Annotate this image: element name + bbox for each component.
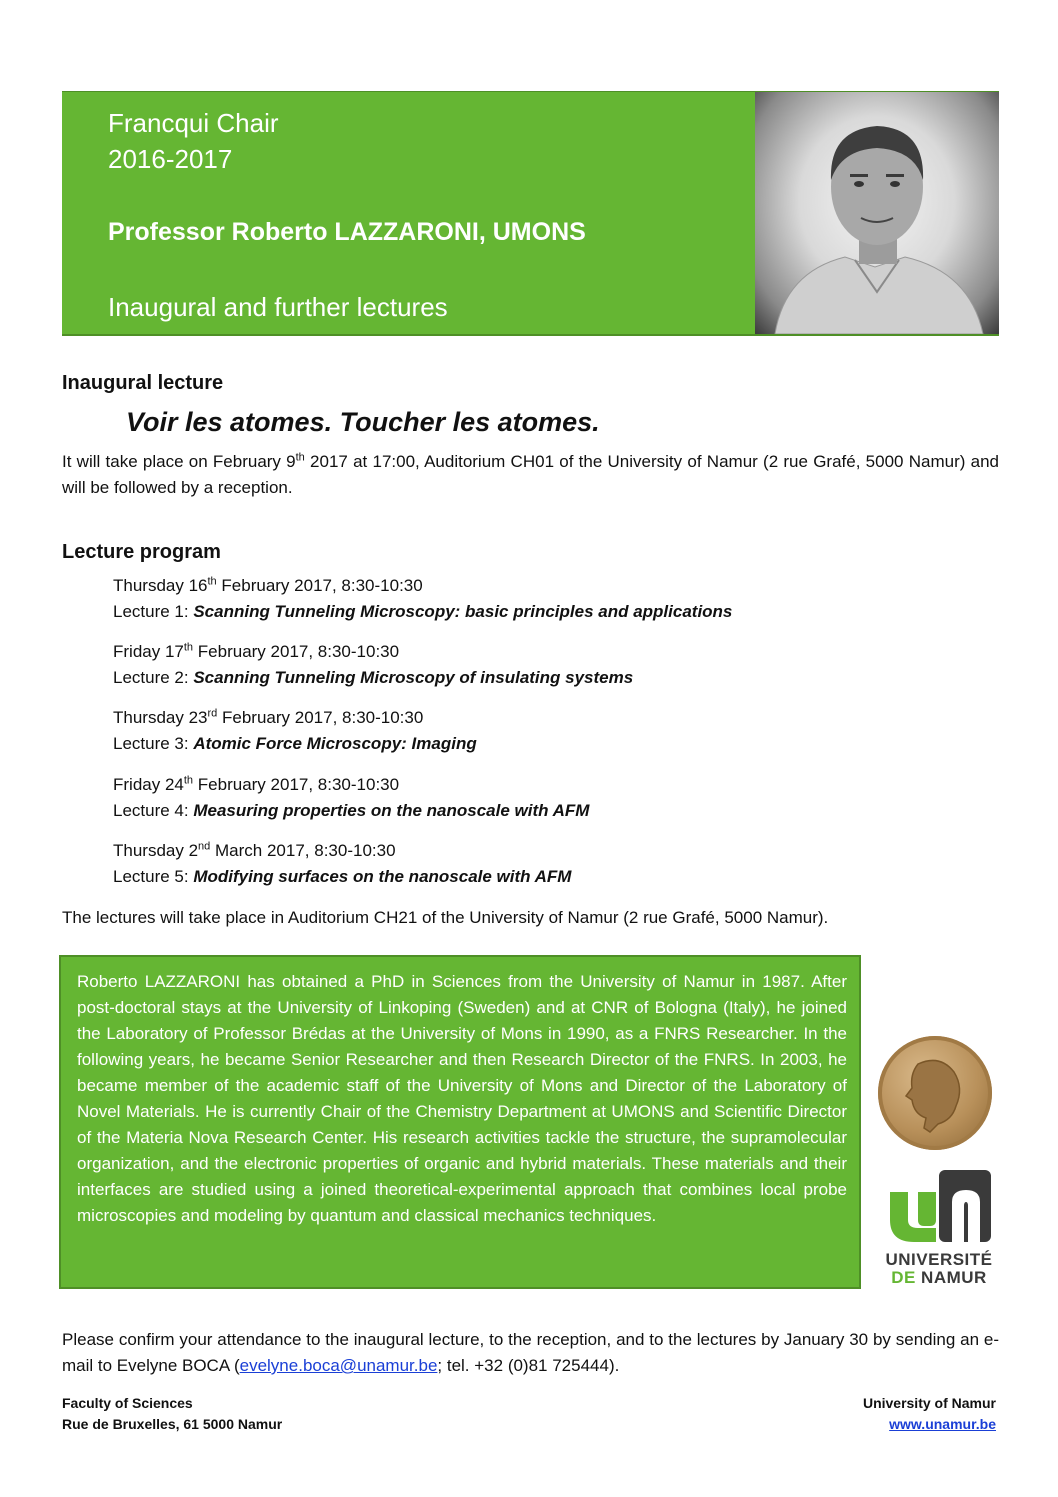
logo-text-line2 [884,1268,994,1288]
lecture-title: Modifying surfaces on the nanoscale with AFM [193,867,572,886]
date-suffix: rd [207,707,218,720]
lecture-item [113,838,571,890]
lecture-label: Lecture 5: [113,867,194,886]
lecture-title: Measuring properties on the nanoscale with AFM [193,801,590,820]
lecture-day: Thursday 16 [113,576,208,595]
inaugural-text: It will take place on February 9 [62,452,296,471]
lecture-label: Lecture 2: [113,668,194,687]
inaugural-details [62,449,999,501]
lecture-label: Lecture 4: [113,801,194,820]
university-name: University of Namur [862,1395,996,1411]
logo-namur: NAMUR [915,1268,987,1287]
lecture-day: Friday 24 [113,775,184,794]
faculty-name: Faculty of Sciences [62,1395,193,1411]
lecture-item [113,639,633,691]
lecture-label: Lecture 3: [113,734,194,753]
chair-years: 2016-2017 [108,144,233,174]
lecture-date: February 2017, 8:30-10:30 [216,576,423,595]
date-suffix: nd [198,840,211,853]
lecture-date: February 2017, 8:30-10:30 [193,775,400,794]
inaugural-text-rest: 2017 at 17:00, Auditorium CH01 of the University of Namur (2 rue Grafé, 5000 Namur) and will be followed by a reception. [62,452,999,497]
program-heading: Lecture program [62,541,221,563]
lecture-date: February 2017, 8:30-10:30 [217,708,424,727]
francqui-medal-icon [878,1036,992,1150]
biography-box [59,955,861,1289]
inaugural-title: Voir les atomes. Toucher les atomes. [126,407,600,437]
faculty-address: Rue de Bruxelles, 61 5000 Namur [62,1416,283,1432]
university-logo [884,1168,994,1288]
logo-de: DE [891,1268,916,1287]
header-subtitle: Inaugural and further lectures [108,292,448,322]
date-suffix: th [183,774,194,787]
chair-title: Francqui Chair [108,108,279,138]
lecture-item [113,573,732,625]
contact-email-link[interactable]: evelyne.boca@unamur.be [239,1356,438,1375]
university-website-link[interactable]: www.unamur.be [889,1416,996,1432]
lecture-day: Thursday 2 [113,841,199,860]
footer-left [62,1393,282,1435]
header-banner [62,91,999,336]
lecture-date: February 2017, 8:30-10:30 [193,642,400,661]
footer-right [863,1393,996,1435]
rsvp-text [62,1327,999,1379]
rsvp-before: Please confirm your attendance to the inaugural lecture, to the reception, and to the lectures by January 30 by sending an e-mail to Evelyne BOCA ( [62,1330,999,1375]
lecture-label: Lecture 1: [113,602,194,621]
lectures-location: The lectures will take place in Auditorium CH21 of the University of Namur (2 rue Grafé, 5000 Namur). [62,908,829,927]
lecture-title: Scanning Tunneling Microscopy: basic principles and applications [193,602,733,621]
rsvp-after: ; tel. +32 (0)81 725444). [437,1356,620,1375]
logo-text-line1: UNIVERSITÉ [885,1250,993,1269]
date-suffix: th [207,575,217,588]
unamur-logo-icon [884,1168,994,1248]
lecture-item [113,772,589,824]
lecture-title: Atomic Force Microscopy: Imaging [193,734,477,753]
date-suffix: th [183,641,194,654]
date-suffix: th [295,451,305,464]
lecture-item [113,705,477,757]
biography-text: Roberto LAZZARONI has obtained a PhD in Sciences from the University of Namur in 1987. After post-doctoral stays at the University of Linkoping (Sweden) and at CNR of Bologna (Italy), he joined the Laboratory of Professor Brédas at the University of Mons in 1990, as a FNRS Researcher. In the following years, he became Senior Researcher and then Research Director of the FNRS. In 2003, he became member of the academic staff of the University of Mons and Director of the Laboratory of Novel Materials. He is currently Chair of the Chemistry Department at UMONS and Scientific Director of the Materia Nova Research Center. His research activities tackle the structure, the supramolecular organization, and the electronic properties of organic and hybrid materials. These materials and their interfaces are studied using a joined theoretical-experimental approach that combines local probe microscopies and modeling by quantum and classical mechanics techniques. [77,972,847,1225]
lecture-day: Thursday 23 [113,708,208,727]
lecture-title: Scanning Tunneling Microscopy of insulating systems [193,668,634,687]
inaugural-heading: Inaugural lecture [62,372,224,394]
professor-name: Professor Roberto LAZZARONI, UMONS [108,218,586,246]
lecture-date: March 2017, 8:30-10:30 [210,841,396,860]
professor-portrait [755,92,999,334]
lecture-day: Friday 17 [113,642,184,661]
